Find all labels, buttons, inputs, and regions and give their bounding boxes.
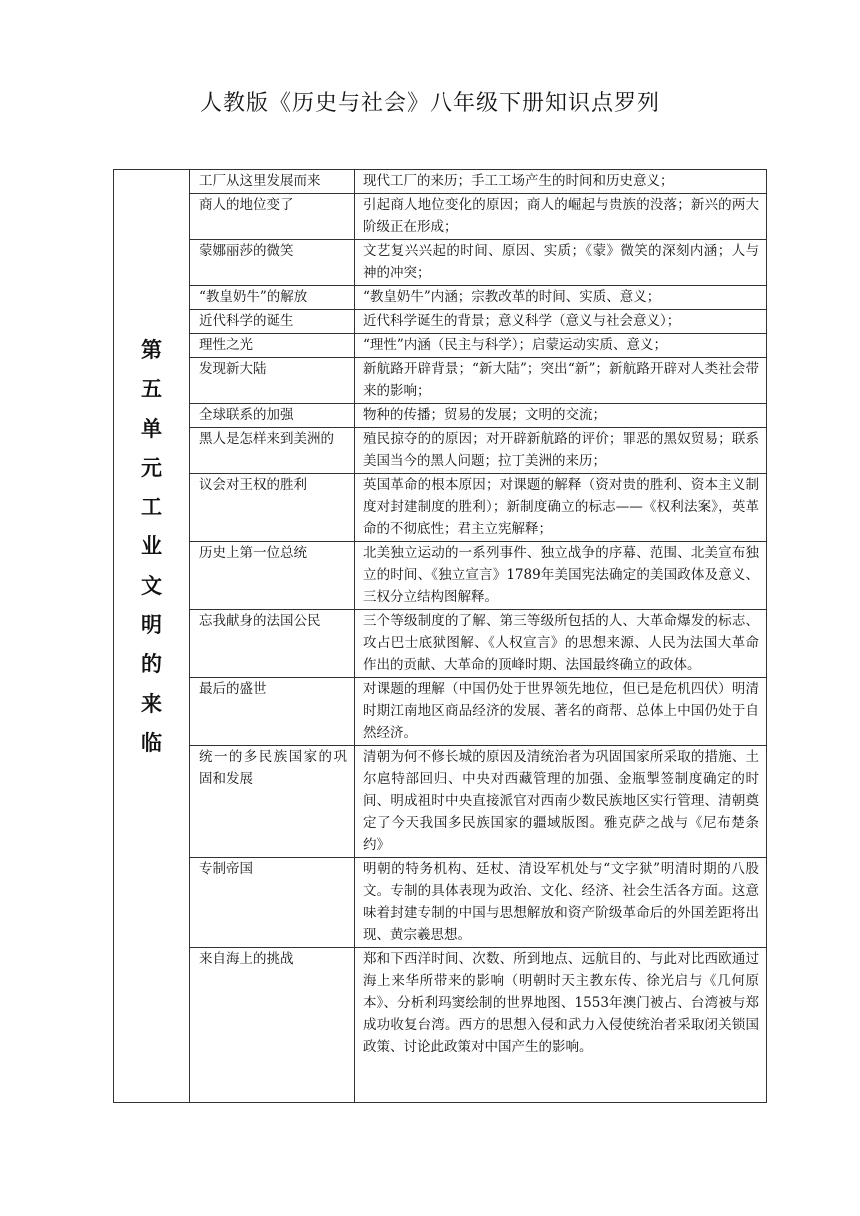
table-row [114, 240, 767, 286]
content-cell: 物种的传播；贸易的发展；文明的交流； [355, 404, 767, 428]
table-row [114, 358, 767, 404]
topic-cell: 理性之光 [190, 334, 355, 358]
content-cell: 北美独立运动的一系列事件、独立战争的序幕、范围、北美宣布独立的时间、《独立宣言》1789年美国宪法确定的美国政体及意义、三权分立结构图解释。 [355, 542, 767, 610]
content-cell: “理性”内涵（民主与科学）；启蒙运动实质、意义； [355, 334, 767, 358]
table-row [114, 194, 767, 240]
topic-cell: 议会对王权的胜利 [190, 474, 355, 542]
knowledge-points-table [113, 169, 767, 1103]
content-cell: 英国革命的根本原因；对课题的解释（资对贵的胜利、资本主义制度对封建制度的胜利）；新制度确立的标志——《权利法案》，英革命的不彻底性；君主立宪解释； [355, 474, 767, 542]
topic-cell: 黑人是怎样来到美洲的 [190, 428, 355, 474]
table-row [114, 428, 767, 474]
content-cell: 三个等级制度的了解、第三等级所包括的人、大革命爆发的标志、攻占巴士底狱图解、《人权宣言》的思想来源、人民为法国大革命作出的贡献、大革命的顶峰时期、法国最终确立的政体。 [355, 610, 767, 678]
unit-label: 第五单元工业文明的来临 [141, 337, 162, 755]
content-cell: 现代工厂的来历；手工工场产生的时间和历史意义； [355, 170, 767, 194]
topic-cell: 发现新大陆 [190, 358, 355, 404]
content-cell: 清朝为何不修长城的原因及清统治者为巩固国家所采取的措施、土尔扈特部回归、中央对西藏管理的加强、金瓶掣签制度确定的时间、明成祖时中央直接派官对西南少数民族地区实行管理、清朝奠定了今天我国多民族国家的疆域版图。雅克萨之战与《尼布楚条约》 [355, 746, 767, 858]
topic-cell: 蒙娜丽莎的微笑 [190, 240, 355, 286]
unit-cell [114, 170, 190, 1103]
table-row [114, 746, 767, 858]
table-row [114, 858, 767, 948]
content-cell: 引起商人地位变化的原因；商人的崛起与贵族的没落；新兴的两大阶级正在形成； [355, 194, 767, 240]
table-row [114, 404, 767, 428]
content-cell: 明朝的特务机构、廷杖、清设军机处与“文字狱”明清时期的八股文。专制的具体表现为政治、文化、经济、社会生活各方面。这意味着封建专制的中国与思想解放和资产阶级革命后的外国差距将出现、黄宗羲思想。 [355, 858, 767, 948]
content-cell: 新航路开辟背景；“新大陆”；突出“新”；新航路开辟对人类社会带来的影响； [355, 358, 767, 404]
table-row [114, 678, 767, 746]
content-cell: 近代科学诞生的背景；意义科学（意义与社会意义）； [355, 310, 767, 334]
table-row [114, 474, 767, 542]
topic-cell: 忘我献身的法国公民 [190, 610, 355, 678]
content-cell: 文艺复兴兴起的时间、原因、实质；《蒙》微笑的深刻内涵；人与神的冲突； [355, 240, 767, 286]
table-row [114, 310, 767, 334]
topic-cell: 近代科学的诞生 [190, 310, 355, 334]
topic-cell: 最后的盛世 [190, 678, 355, 746]
topic-cell: 商人的地位变了 [190, 194, 355, 240]
topic-cell: 工厂从这里发展而来 [190, 170, 355, 194]
table-row [114, 334, 767, 358]
content-cell: 殖民掠夺的的原因；对开辟新航路的评价；罪恶的黑奴贸易；联系美国当今的黑人问题；拉丁美洲的来历； [355, 428, 767, 474]
table-row [114, 286, 767, 310]
topic-cell: 全球联系的加强 [190, 404, 355, 428]
topic-cell: 专制帝国 [190, 858, 355, 948]
table-row [114, 948, 767, 1103]
topic-cell: 历史上第一位总统 [190, 542, 355, 610]
content-cell: 对课题的理解（中国仍处于世界领先地位，但已是危机四伏）明清时期江南地区商品经济的发展、著名的商帮、总体上中国仍处于自然经济。 [355, 678, 767, 746]
document-title: 人教版《历史与社会》八年级下册知识点罗列 [199, 91, 660, 116]
content-cell: 郑和下西洋时间、次数、所到地点、远航目的、与此对比西欧通过海上来华所带来的影响（明朝时天主教东传、徐光启与《几何原本》、分析利玛窦绘制的世界地图、1553年澳门被占、台湾被与郑成功收复台湾。西方的思想入侵和武力入侵使统治者采取闭关锁国政策、讨论此政策对中国产生的影响。 [355, 948, 767, 1103]
table-row [114, 610, 767, 678]
topic-cell: 来自海上的挑战 [190, 948, 355, 1103]
table-row [114, 542, 767, 610]
content-cell: “教皇奶牛”内涵；宗教改革的时间、实质、意义； [355, 286, 767, 310]
topic-cell: 统一的多民族国家的巩固和发展 [190, 746, 355, 858]
topic-cell: “教皇奶牛”的解放 [190, 286, 355, 310]
table-row [114, 170, 767, 194]
